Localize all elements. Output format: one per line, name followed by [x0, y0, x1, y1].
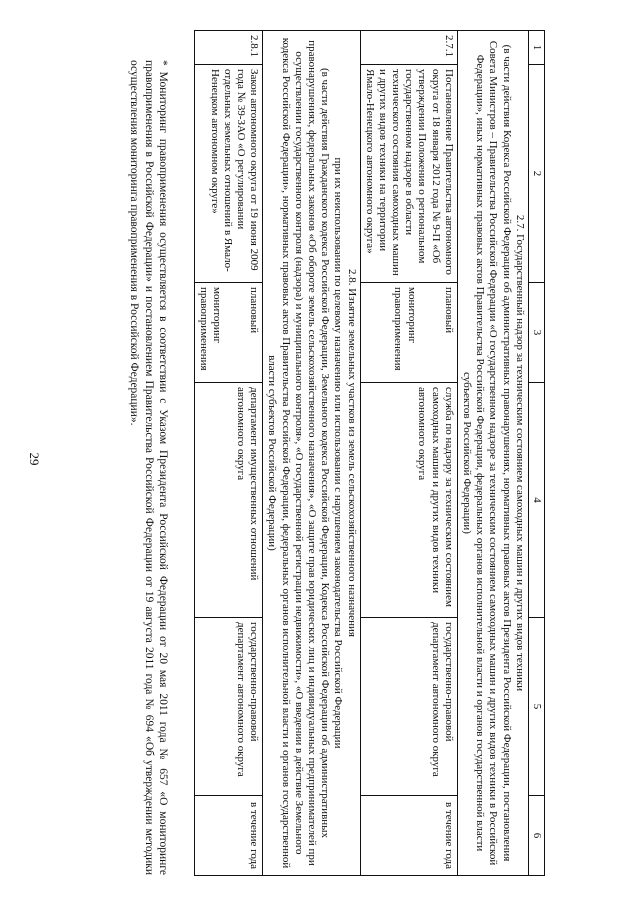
monitoring-type: плановый [248, 287, 261, 334]
executor: департамент имущественных отношений автономного округа [194, 383, 263, 618]
legal-act: Закон автономного округа от 19 июня 2009 года № 39-ЗАО «О регулировании отдельных земельных отношений в Ямало-Ненецком автономном округе» [194, 65, 263, 283]
footnote: * Мониторинг правоприменения осуществляется в соответствии с Указом Президента Российской Федерации от 20 мая 2011 года № 657 «О мониторинге правоприменения в Российской Федерации» и постановлением Правительства Российской Федерации от 19 августа 2011 года № 694 «Об утверждении методики осуществления мониторинга правоприменения в Российской Федерации». [128, 60, 169, 875]
section-subtitle: при их неиспользовании по целевому назначению или использовании с нарушением законодательства Российской Федерации [332, 157, 345, 749]
column-number: 2 [528, 65, 544, 283]
row-number: 2.8.1 [194, 31, 263, 65]
term: в течение года [360, 796, 457, 876]
table-row [360, 31, 457, 876]
row-number: 2.7.1 [360, 31, 457, 65]
monitoring-type: плановый [442, 287, 455, 334]
section-title: 2.8. Изъятие земельных участков из земель сельскохозяйственного назначения [345, 269, 358, 637]
monitoring-plan-table [194, 30, 545, 876]
section-note: (в части действия Кодекса Российской Федерации об административных правонарушениях, нормативных правовых актов Президента Российской Федерации, постановления Совета Министров – Правительства Российской Федерации «О государственном надзоре за техническим состоянием самоходных машин и других видов техники в Российской Федерации», иных нормативных правовых актов Правительства Российской Федерации, федеральных органов исполнительной власти и органов государственной власти субъектов Российской Федерации) [461, 40, 513, 866]
table-row [194, 31, 263, 876]
column-number: 3 [528, 283, 544, 383]
column-number: 4 [528, 383, 544, 618]
section-header-row [263, 31, 360, 876]
co-executor: государственно-правовой департамент автономного округа [360, 618, 457, 796]
term: в течение года [194, 796, 263, 876]
section-title: 2.7. Государственный надзор за техническим состоянием самоходных машин и других видов техники [513, 214, 526, 692]
monitoring-method: мониторинг правоприменения [197, 287, 224, 371]
column-number: 6 [528, 796, 544, 876]
column-number: 1 [528, 31, 544, 65]
section-note: (в части действия Гражданского кодекса Российской Федерации, Земельного кодекса Российской Федерации, Кодекса Российской Федерации об административных правонарушениях, федеральных законов «Об обороте земель сельскохозяйственного назначения», «О защите прав юридических лиц и индивидуальных предпринимателей при осуществлении государственного контроля (надзора) и муниципального контроля», «О государственной регистрации недвижимости», «О введении в действие Земельного кодекса Российской Федерации», нормативных правовых актов Правительства Российской Федерации, федеральных органов исполнительной власти и органов государственной власти субъектов Российской Федерации) [266, 37, 332, 869]
page-number: 29 [27, 452, 42, 466]
column-number-row [528, 31, 544, 876]
column-number: 5 [528, 618, 544, 796]
monitoring-method: мониторинг правоприменения [392, 287, 418, 371]
executor: служба по надзору за техническим состоянием самоходных машин и других видов техники автономного округа [360, 383, 457, 618]
section-header-row [457, 31, 528, 876]
legal-act: Постановление Правительства автономного округа от 18 января 2012 года № 9-П «Об утверждении Положения о региональном государственном надзоре в области технического состояния самоходных машин и других видов техники на территории Ямало-Ненецкого автономного округа» [360, 65, 457, 283]
co-executor: государственно-правовой департамент автономного округа [194, 618, 263, 796]
